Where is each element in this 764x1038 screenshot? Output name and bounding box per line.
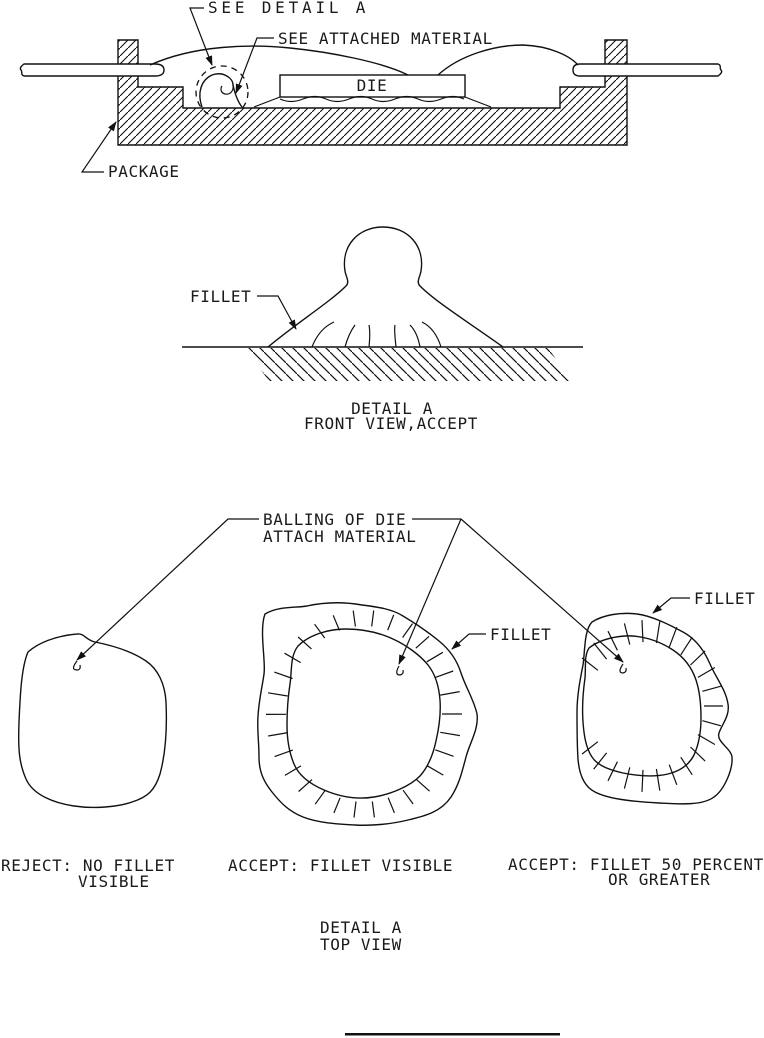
fillet-label-middle: FILLET [490, 625, 552, 644]
cross-section-drawing [20, 0, 721, 181]
top-view-drawing [1, 510, 764, 954]
balling-hook-middle [397, 666, 403, 675]
fillet-label-front: FILLET [190, 287, 252, 306]
reject-caption-line1: REJECT: NO FILLET [1, 856, 175, 875]
top-view-caption-line1: DETAIL A [320, 918, 402, 937]
die-label: DIE [356, 76, 388, 95]
balling-leader-left [77, 519, 259, 660]
blob-accept-inner [287, 629, 440, 798]
front-view-caption-line1: DETAIL A [351, 399, 433, 418]
top-view-caption-line2: TOP VIEW [320, 935, 402, 954]
fillet-dome-outline [268, 227, 503, 347]
accept-right-caption-line2: OR GREATER [608, 870, 711, 889]
die-fillet-slope-left [254, 97, 280, 107]
fillet-label-right: FILLET [694, 589, 756, 608]
see-attached-material-label: SEE ATTACHED MATERIAL [278, 29, 493, 48]
fillet-ticks-middle [266, 611, 462, 818]
reject-caption-line2: VISIBLE [78, 872, 150, 891]
fillet-leader-right [653, 598, 690, 613]
fillet-leader-middle [452, 634, 486, 649]
front-view-drawing [182, 227, 583, 433]
see-detail-a-label: SEE DETAIL A [208, 0, 370, 17]
balling-hook-right [620, 664, 626, 673]
die-fillet-slope-right [465, 97, 491, 107]
page-footer-rule [345, 1033, 560, 1036]
blob-accept50-inner [583, 636, 701, 776]
seal-curve-right [438, 45, 578, 75]
blob-reject-outline [19, 634, 167, 808]
accept-right-caption-line1: ACCEPT: FILLET 50 PERCENT [508, 855, 764, 874]
front-view-caption-line2: FRONT VIEW,ACCEPT [304, 414, 478, 433]
lead-right [573, 64, 722, 76]
package-label: PACKAGE [108, 162, 180, 181]
accept-middle-caption: ACCEPT: FILLET VISIBLE [228, 856, 454, 875]
lead-left [20, 64, 164, 76]
ground-hatch [245, 348, 572, 381]
fillet-flow-lines [312, 322, 441, 347]
balling-label-line2: ATTACH MATERIAL [263, 527, 417, 546]
seal-curve-left [150, 46, 408, 75]
balling-hook-left [74, 661, 81, 670]
balling-label-line1: BALLING OF DIE [263, 510, 407, 529]
fillet-leader-front [257, 296, 296, 329]
